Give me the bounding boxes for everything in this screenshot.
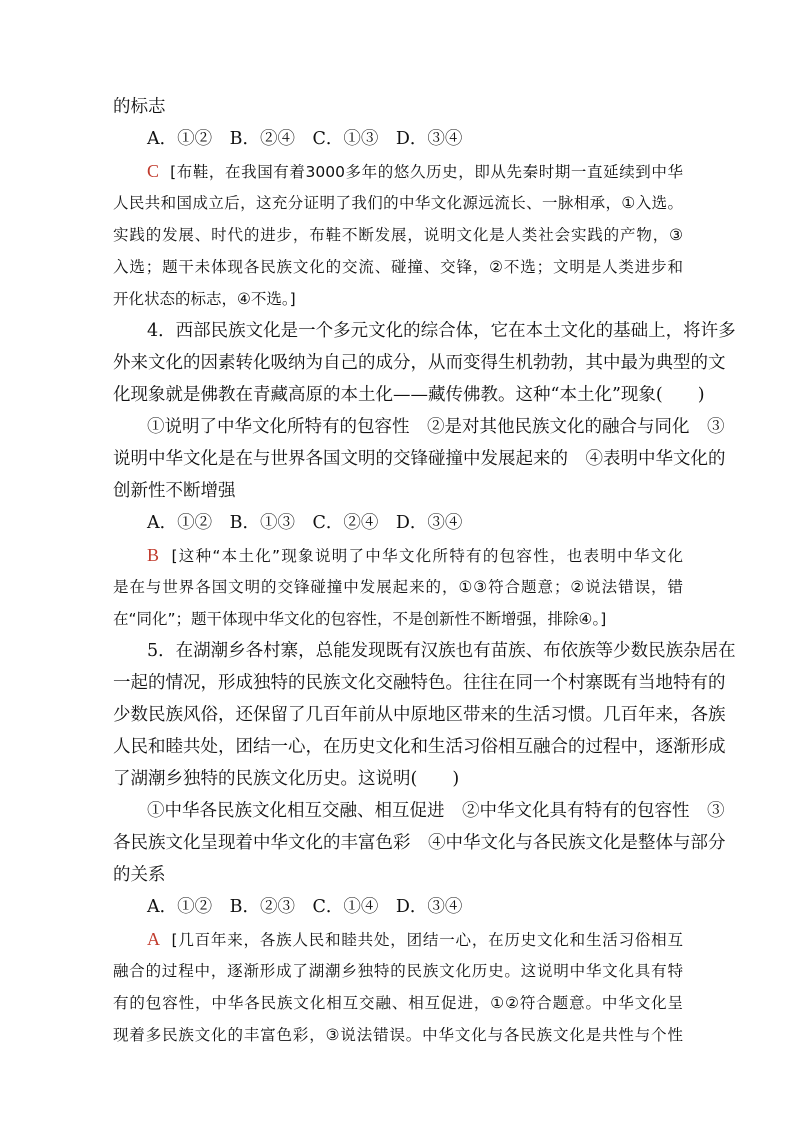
answer-options: A．①② B．①③ C．②④ D．③④ bbox=[147, 513, 463, 533]
answer-letter: B bbox=[147, 545, 160, 565]
analysis-line: 有的包容性，中华各民族文化相互交融、相互促进，①②符合题意。中华文化呈 bbox=[113, 994, 683, 1012]
statement-line: 的关系 bbox=[113, 865, 166, 885]
analysis-line: 人民共和国成立后，这充分证明了我们的中华文化源远流长、一脉相承，①入选。 bbox=[113, 194, 683, 212]
text-line: 一起的情况，形成独特的民族文化交融特色。往往在同一个村寨既有当地特有的 bbox=[113, 673, 726, 693]
analysis-line: 是在与世界各国文明的交锋碰撞中发展起来的，①③符合题意；②说法错误，错 bbox=[113, 578, 683, 596]
analysis-line: 入选；题干未体现各民族文化的交流、碰撞、交锋，②不选；文明是人类进步和 bbox=[113, 258, 683, 276]
question-4-stem: 4．西部民族文化是一个多元文化的综合体，它在本土文化的基础上，将许多 bbox=[147, 321, 736, 341]
analysis-line: 开化状态的标志，④不选。] bbox=[113, 290, 296, 308]
text-line: 外来文化的因素转化吸纳为自己的成分，从而变得生机勃勃，其中最为典型的文 bbox=[113, 353, 726, 373]
statement-line: 说明中华文化是在与世界各国文明的交锋碰撞中发展起来的 ④表明中华文化的 bbox=[113, 449, 726, 469]
text-line: 化现象就是佛教在青藏高原的本土化——藏传佛教。这种“本土化”现象( ) bbox=[113, 385, 705, 405]
analysis-line: 在“同化”；题干体现中华文化的包容性，不是创新性不断增强，排除④。] bbox=[113, 610, 607, 628]
text-line: 少数民族风俗，还保留了几百年前从中原地区带来的生活习惯。几百年来，各族 bbox=[113, 705, 726, 725]
text-line: 的标志 bbox=[113, 97, 166, 117]
text-line: 人民和睦共处，团结一心，在历史文化和生活习俗相互融合的过程中，逐渐形成 bbox=[113, 737, 726, 757]
answer-letter: C bbox=[147, 161, 160, 181]
statement-line: ①中华各民族文化相互交融、相互促进 ②中华文化具有特有的包容性 ③ bbox=[147, 801, 725, 821]
statement-line: 创新性不断增强 bbox=[113, 481, 236, 501]
analysis-line: A [几百年来，各族人民和睦共处，团结一心，在历史文化和生活习俗相互 bbox=[147, 929, 683, 949]
statement-line: 各民族文化呈现着中华文化的丰富色彩 ④中华文化与各民族文化是整体与部分 bbox=[113, 833, 726, 853]
question-5-stem: 5．在湖潮乡各村寨，总能发现既有汉族也有苗族、布依族等少数民族杂居在 bbox=[147, 641, 736, 661]
analysis-line: 融合的过程中，逐渐形成了湖潮乡独特的民族文化历史。这说明中华文化具有特 bbox=[113, 962, 683, 980]
analysis-line: 现着多民族文化的丰富色彩，③说法错误。中华文化与各民族文化是共性与个性 bbox=[113, 1026, 683, 1044]
answer-options: A．①② B．②③ C．①④ D．③④ bbox=[147, 897, 463, 917]
answer-letter: A bbox=[147, 929, 160, 949]
text-line: 了湖潮乡独特的民族文化历史。这说明( ) bbox=[113, 769, 460, 789]
statement-line: ①说明了中华文化所特有的包容性 ②是对其他民族文化的融合与同化 ③ bbox=[147, 417, 725, 437]
analysis-line: 实践的发展、时代的进步，布鞋不断发展，说明文化是人类社会实践的产物，③ bbox=[113, 226, 683, 244]
analysis-line: B [这种“本土化”现象说明了中华文化所特有的包容性，也表明中华文化 bbox=[147, 545, 684, 565]
analysis-line: C [布鞋，在我国有着3000多年的悠久历史，即从先秦时期一直延续到中华 bbox=[147, 161, 684, 181]
answer-options: A．①② B．②④ C．①③ D．③④ bbox=[147, 129, 463, 149]
